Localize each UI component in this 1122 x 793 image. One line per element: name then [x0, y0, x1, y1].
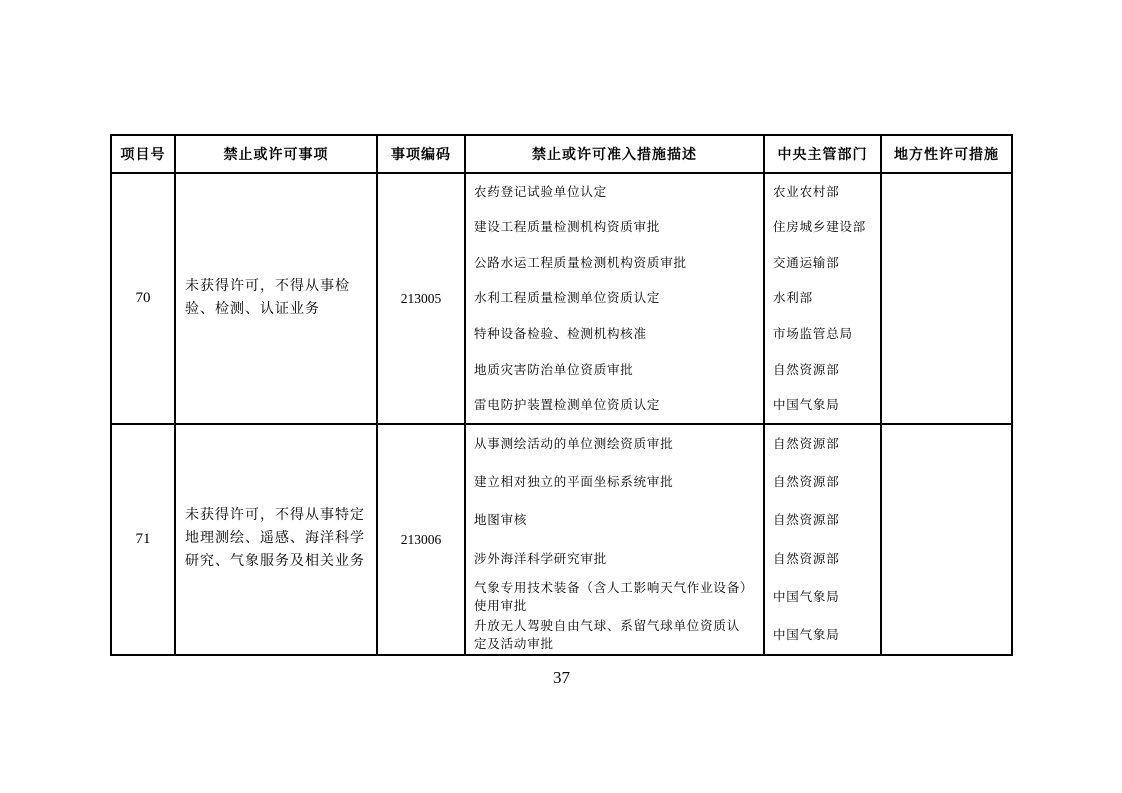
department-text: 水利部 — [773, 291, 813, 306]
department-text: 交通运输部 — [773, 255, 840, 270]
measure-text: 地图审核 — [474, 513, 528, 528]
measures-cell — [466, 425, 765, 654]
item-code-cell: 213006 — [378, 425, 466, 654]
measure-text: 雷电防护装置检测单位资质认定 — [474, 398, 661, 413]
measure-text: 气象专用技术装备（含人工影响天气作业设备）使用审批 — [474, 580, 748, 613]
measure-text: 水利工程质量检测单位资质认定 — [474, 291, 661, 306]
item-code-cell: 213005 — [378, 174, 466, 423]
measure-text: 建设工程质量检测机构资质审批 — [474, 220, 661, 235]
measure-text: 农药登记试验单位认定 — [474, 184, 608, 199]
header-access-measure-description: 禁止或许可准入措施描述 — [466, 136, 765, 172]
measure-text: 从事测绘活动的单位测绘资质审批 — [474, 437, 674, 452]
measure-text: 升放无人驾驶自由气球、系留气球单位资质认定及活动审批 — [474, 618, 741, 651]
measure-text: 公路水运工程质量检测机构资质审批 — [474, 255, 687, 270]
department-text: 住房城乡建设部 — [773, 220, 867, 235]
departments-cell — [765, 425, 882, 654]
measure-text: 建立相对独立的平面坐标系统审批 — [474, 475, 674, 490]
header-item-code: 事项编码 — [378, 136, 466, 172]
department-text: 自然资源部 — [773, 362, 840, 377]
table-header-row — [112, 136, 1011, 174]
department-text: 中国气象局 — [773, 627, 840, 642]
department-text: 农业农村部 — [773, 184, 840, 199]
measures-cell — [466, 174, 765, 423]
item-number-cell: 71 — [112, 425, 176, 654]
header-prohibited-or-permitted-item: 禁止或许可事项 — [176, 136, 378, 172]
measure-text: 地质灾害防治单位资质审批 — [474, 362, 634, 377]
item-description-cell: 未获得许可，不得从事检验、检测、认证业务 — [176, 174, 378, 423]
department-text: 自然资源部 — [773, 437, 840, 452]
local-measures-cell — [882, 425, 1011, 654]
departments-cell — [765, 174, 882, 423]
measure-text: 涉外海洋科学研究审批 — [474, 551, 608, 566]
header-local-licensing-measures: 地方性许可措施 — [894, 148, 999, 163]
department-text: 自然资源部 — [773, 551, 840, 566]
department-text: 自然资源部 — [773, 475, 840, 490]
page-number: 37 — [553, 668, 570, 687]
measure-text: 特种设备检验、检测机构核准 — [474, 327, 647, 342]
item-description-cell: 未获得许可，不得从事特定地理测绘、遥感、海洋科学研究、气象服务及相关业务 — [176, 425, 378, 654]
department-text: 自然资源部 — [773, 513, 840, 528]
table-row — [112, 423, 1011, 654]
local-measures-cell — [882, 174, 1011, 423]
department-text: 中国气象局 — [773, 589, 840, 604]
department-text: 市场监管总局 — [773, 327, 853, 342]
header-item-number: 项目号 — [112, 136, 176, 172]
header-central-department: 中央主管部门 — [765, 136, 882, 172]
negative-list-table — [110, 134, 1013, 656]
table-body — [112, 174, 1011, 654]
table-row — [112, 174, 1011, 423]
department-text: 中国气象局 — [773, 398, 840, 413]
item-number-cell: 70 — [112, 174, 176, 423]
